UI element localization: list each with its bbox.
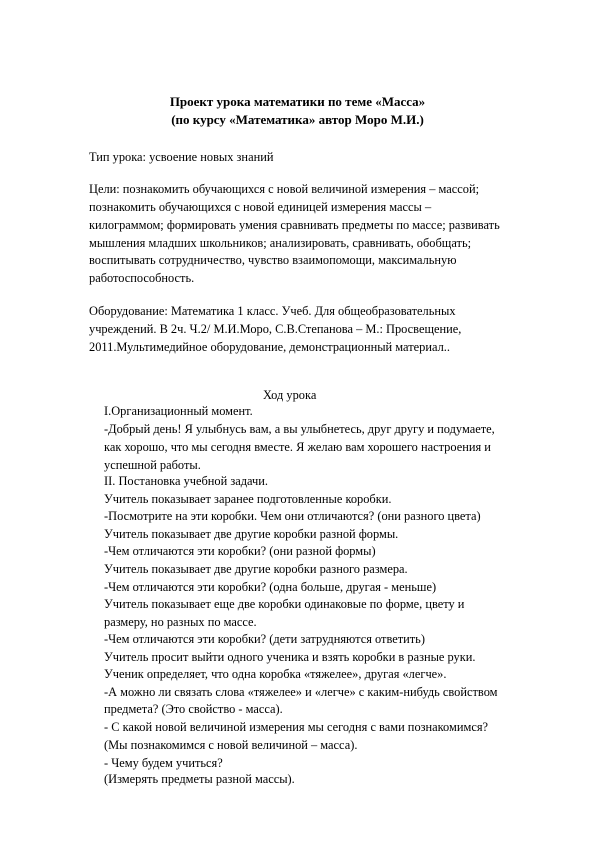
course-line: -Чем отличаются эти коробки? (дети затрудняются ответить): [104, 632, 425, 646]
equipment-line: 2011.Мультимедийное оборудование, демонстрационный материал..: [89, 340, 450, 354]
course-line: (Измерять предметы разной массы).: [104, 772, 295, 786]
course-line: (Мы познакомимся с новой величиной – масса).: [104, 738, 358, 752]
equipment-line: учреждений. В 2ч. Ч.2/ М.И.Моро, С.В.Степанова – М.: Просвещение,: [89, 322, 462, 336]
course-line: предмета? (Это свойство - масса).: [104, 702, 283, 716]
course-line: Учитель показывает две другие коробки разной формы.: [104, 527, 399, 541]
course-line: Учитель показывает заранее подготовленные коробки.: [104, 492, 392, 506]
course-line: -Посмотрите на эти коробки. Чем они отличаются? (они разного цвета): [104, 509, 481, 523]
course-line: размеру, но разных по массе.: [104, 615, 257, 629]
goals-line: мышления младших школьников; анализировать, сравнивать, обобщать;: [89, 236, 472, 250]
course-line: -Чем отличаются эти коробки? (они разной формы): [104, 544, 376, 558]
course-line: успешной работы.: [104, 458, 201, 472]
course-line: -Чем отличаются эти коробки? (одна больше, другая - меньше): [104, 580, 437, 594]
course-line: -А можно ли связать слова «тяжелее» и «легче» с каким-нибудь свойством: [104, 685, 498, 699]
course-line: как хорошо, что мы сегодня вместе. Я желаю вам хорошего настроения и: [104, 440, 491, 454]
goals-line: познакомить обучающихся с новой единицей измерения массы –: [89, 200, 432, 214]
lesson-course-heading: Ход урока: [263, 388, 317, 402]
goals-line: работоспособность.: [89, 271, 195, 285]
course-line: - С какой новой величиной измерения мы сегодня с вами познакомимся?: [104, 720, 489, 734]
goals-line: воспитывать сотрудничество, чувство взаимопомощи, максимальную: [89, 253, 457, 267]
equipment-line: Оборудование: Математика 1 класс. Учеб. Для общеобразовательных: [89, 304, 456, 318]
goals-line: килограммом; формировать умения сравнивать предметы по массе; развивать: [89, 218, 500, 232]
course-line: II. Постановка учебной задачи.: [104, 474, 269, 488]
course-line: Учитель показывает две другие коробки разного размера.: [104, 562, 408, 576]
document-title-line-1: Проект урока математики по теме «Масса»: [169, 94, 426, 109]
course-line: Учитель показывает еще две коробки одинаковые по форме, цвету и: [104, 597, 465, 611]
course-line: Ученик определяет, что одна коробка «тяжелее», другая «легче».: [104, 667, 447, 681]
goals-line: Цели: познакомить обучающихся с новой величиной измерения – массой;: [89, 182, 480, 196]
course-line: - Чему будем учиться?: [104, 756, 223, 770]
course-line: I.Организационный момент.: [104, 404, 253, 418]
course-line: Учитель просит выйти одного ученика и взять коробки в разные руки.: [104, 650, 476, 664]
course-line: -Добрый день! Я улыбнусь вам, а вы улыбнетесь, друг другу и подумаете,: [104, 422, 495, 436]
lesson-type: Тип урока: усвоение новых знаний: [89, 150, 274, 164]
document-title-line-2: (по курсу «Математика» автор Моро М.И.): [171, 112, 424, 127]
